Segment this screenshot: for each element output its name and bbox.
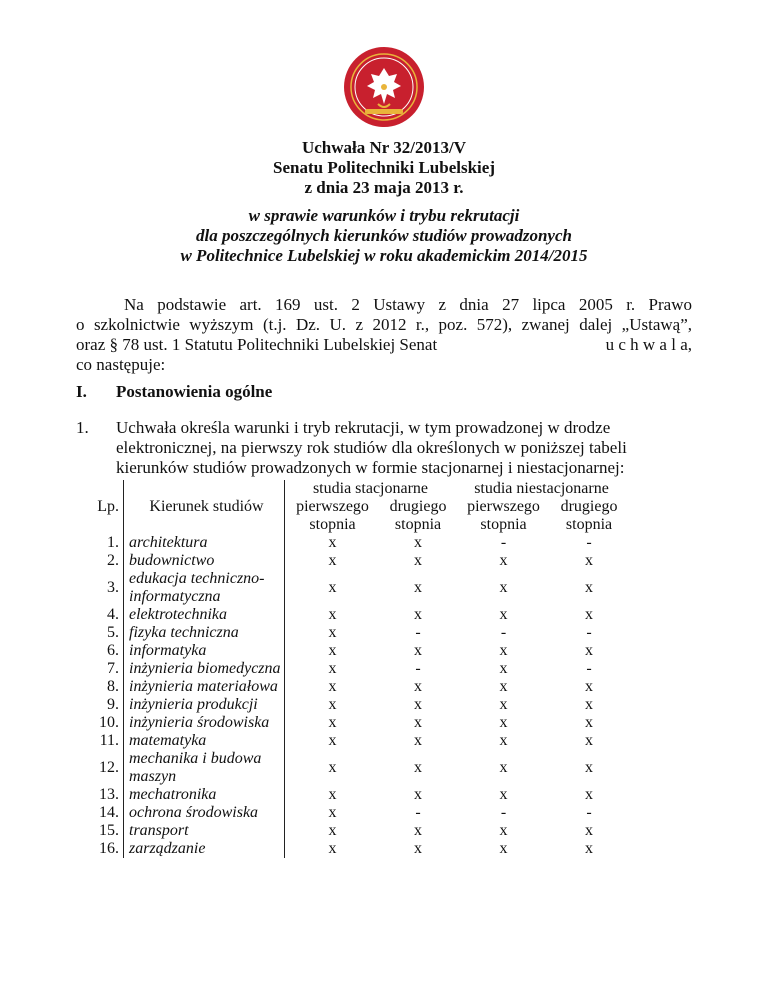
cell-value: x bbox=[414, 786, 422, 803]
row-number: 6. bbox=[84, 642, 124, 660]
major-name: informatyka bbox=[124, 642, 285, 660]
resolution-date: z dnia 23 maja 2013 r. bbox=[304, 178, 464, 197]
cell-value: x bbox=[499, 660, 508, 677]
row-number: 8. bbox=[84, 678, 124, 696]
major-name: transport bbox=[124, 822, 285, 840]
table-row bbox=[84, 750, 627, 786]
level-label: stopnia bbox=[565, 516, 613, 533]
table-row bbox=[84, 570, 627, 606]
subject-line-1: w sprawie warunków i trybu rekrutacji bbox=[248, 206, 520, 225]
cell-value: x bbox=[328, 534, 337, 551]
stationary-second-header: drugiego bbox=[389, 498, 447, 515]
cell-value: x bbox=[585, 786, 593, 803]
cell-value: x bbox=[499, 786, 508, 803]
table-row bbox=[84, 804, 627, 822]
intro-line-2: o szkolnictwie wyższym (t.j. Dz. U. z 2012 r., poz. 572), zwanej dalej „Ustawą”, bbox=[76, 315, 692, 334]
majors-table bbox=[84, 480, 627, 858]
cell-value: x bbox=[499, 642, 508, 659]
cell-value: x bbox=[585, 840, 593, 857]
level-label: stopnia bbox=[480, 516, 527, 533]
major-name-line-1: mechanika i budowa bbox=[129, 750, 262, 767]
university-emblem-icon bbox=[343, 46, 425, 128]
cell-value: x bbox=[585, 822, 593, 839]
cell-value: x bbox=[499, 714, 508, 731]
cell-value: x bbox=[328, 714, 337, 731]
cell-value: x bbox=[328, 660, 337, 677]
section-heading bbox=[76, 382, 272, 402]
level-label: stopnia bbox=[394, 516, 442, 533]
lp-header: Lp. bbox=[84, 480, 124, 534]
cell-value: x bbox=[328, 552, 337, 569]
cell-value: - bbox=[500, 804, 507, 821]
cell-value: x bbox=[328, 606, 337, 623]
cell-value: x bbox=[499, 840, 508, 857]
row-number: 7. bbox=[84, 660, 124, 678]
cell-value: x bbox=[328, 732, 337, 749]
major-name: elektrotechnika bbox=[124, 606, 285, 624]
table-row bbox=[84, 840, 627, 858]
cell-value: - bbox=[586, 624, 592, 641]
section-title: Postanowienia ogólne bbox=[116, 382, 273, 401]
stationary-first-header: pierwszego bbox=[296, 498, 369, 515]
cell-value: x bbox=[414, 714, 422, 731]
cell-value: x bbox=[414, 696, 422, 713]
section-number: I. bbox=[76, 382, 87, 401]
intro-line-1: Na podstawie art. 169 ust. 2 Ustawy z dnia 27 lipca 2005 r. Prawo bbox=[124, 295, 692, 314]
major-header: Kierunek studiów bbox=[124, 480, 285, 534]
cell-value: x bbox=[328, 840, 337, 857]
table-row bbox=[84, 822, 627, 840]
cell-value: x bbox=[328, 786, 337, 803]
cell-value: x bbox=[414, 759, 422, 776]
row-number: 11. bbox=[84, 732, 124, 750]
row-number: 3. bbox=[84, 570, 124, 606]
cell-value: - bbox=[586, 804, 592, 821]
major-name: budownictwo bbox=[124, 552, 285, 570]
table-row bbox=[84, 714, 627, 732]
point-number: 1. bbox=[76, 418, 89, 437]
nonstationary-first-header: pierwszego bbox=[467, 498, 540, 515]
row-number: 2. bbox=[84, 552, 124, 570]
row-number: 14. bbox=[84, 804, 124, 822]
cell-value: x bbox=[499, 822, 508, 839]
legal-basis-paragraph bbox=[76, 295, 692, 375]
row-number: 9. bbox=[84, 696, 124, 714]
intro-resolves-word: u c h w a l a, bbox=[605, 335, 692, 354]
cell-value: x bbox=[414, 822, 422, 839]
major-name: architektura bbox=[124, 534, 285, 552]
cell-value: x bbox=[585, 714, 593, 731]
cell-value: x bbox=[414, 840, 422, 857]
cell-value: x bbox=[328, 678, 337, 695]
row-number: 10. bbox=[84, 714, 124, 732]
cell-value: x bbox=[414, 732, 422, 749]
stationary-header: studia stacjonarne bbox=[312, 480, 429, 497]
cell-value: x bbox=[414, 579, 422, 596]
cell-value: - bbox=[586, 534, 592, 551]
nonstationary-header: studia niestacjonarne bbox=[474, 480, 609, 497]
table-row bbox=[84, 732, 627, 750]
cell-value: x bbox=[414, 552, 422, 569]
major-name: inżynieria środowiska bbox=[124, 714, 285, 732]
cell-value: x bbox=[499, 579, 508, 596]
row-number: 16. bbox=[84, 840, 124, 858]
cell-value: x bbox=[414, 534, 422, 551]
cell-value: x bbox=[585, 732, 593, 749]
cell-value: - bbox=[500, 624, 507, 641]
row-number: 1. bbox=[84, 534, 124, 552]
table-row bbox=[84, 534, 627, 552]
point-line-2: elektronicznej, na pierwszy rok studiów dla określonych w poniższej tabeli bbox=[116, 438, 627, 457]
cell-value: x bbox=[499, 678, 508, 695]
cell-value: x bbox=[585, 552, 593, 569]
intro-line-3-text: oraz § 78 ust. 1 Statutu Politechniki Lubelskiej Senat bbox=[76, 335, 438, 354]
cell-value: x bbox=[585, 579, 593, 596]
major-name: fizyka techniczna bbox=[124, 624, 285, 642]
cell-value: - bbox=[586, 660, 592, 677]
major-name-line-2: maszyn bbox=[129, 768, 177, 785]
subject-line-3: w Politechnice Lubelskiej w roku akademickim 2014/2015 bbox=[180, 246, 588, 265]
table-row bbox=[84, 660, 627, 678]
cell-value: x bbox=[499, 606, 508, 623]
intro-line-3 bbox=[76, 335, 692, 355]
level-label: stopnia bbox=[309, 516, 356, 533]
point-text bbox=[116, 418, 692, 478]
table-row bbox=[84, 678, 627, 696]
cell-value: - bbox=[415, 624, 421, 641]
cell-value: x bbox=[328, 804, 337, 821]
table-row bbox=[84, 624, 627, 642]
cell-value: x bbox=[328, 579, 337, 596]
table-row bbox=[84, 552, 627, 570]
subject-line-2: dla poszczególnych kierunków studiów prowadzonych bbox=[196, 226, 572, 245]
point-line-1: Uchwała określa warunki i tryb rekrutacji, w tym prowadzonej w drodze bbox=[116, 418, 611, 437]
cell-value: x bbox=[328, 696, 337, 713]
major-name: matematyka bbox=[124, 732, 285, 750]
cell-value: x bbox=[414, 642, 422, 659]
table-row bbox=[84, 786, 627, 804]
point-line-3: kierunków studiów prowadzonych w formie stacjonarnej i niestacjonarnej: bbox=[116, 458, 625, 477]
major-name: inżynieria produkcji bbox=[124, 696, 285, 714]
cell-value: x bbox=[585, 642, 593, 659]
intro-line-4: co następuje: bbox=[76, 355, 166, 374]
row-number: 13. bbox=[84, 786, 124, 804]
resolution-header bbox=[0, 138, 768, 198]
cell-value: x bbox=[499, 732, 508, 749]
cell-value: - bbox=[415, 804, 421, 821]
cell-value: x bbox=[585, 696, 593, 713]
cell-value: - bbox=[500, 534, 507, 551]
cell-value: x bbox=[328, 642, 337, 659]
major-name: inżynieria biomedyczna bbox=[124, 660, 285, 678]
major-name-line-2: informatyczna bbox=[129, 588, 221, 605]
resolution-subject bbox=[0, 206, 768, 266]
major-name: inżynieria materiałowa bbox=[124, 678, 285, 696]
major-name-line-1: edukacja techniczno- bbox=[129, 570, 265, 587]
cell-value: x bbox=[585, 759, 593, 776]
table-row bbox=[84, 606, 627, 624]
row-number: 12. bbox=[84, 750, 124, 786]
cell-value: x bbox=[499, 696, 508, 713]
major-name: mechatronika bbox=[124, 786, 285, 804]
major-name bbox=[124, 570, 285, 606]
major-name: zarządzanie bbox=[124, 840, 285, 858]
cell-value: x bbox=[414, 606, 422, 623]
cell-value: x bbox=[328, 759, 337, 776]
cell-value: x bbox=[499, 552, 508, 569]
row-number: 15. bbox=[84, 822, 124, 840]
resolution-number: Uchwała Nr 32/2013/V bbox=[301, 138, 466, 157]
cell-value: x bbox=[328, 822, 337, 839]
cell-value: x bbox=[499, 759, 508, 776]
table-row bbox=[84, 696, 627, 714]
nonstationary-second-header: drugiego bbox=[560, 498, 618, 515]
cell-value: x bbox=[585, 606, 593, 623]
table-row bbox=[84, 642, 627, 660]
major-name bbox=[124, 750, 285, 786]
major-name: ochrona środowiska bbox=[124, 804, 285, 822]
resolution-issuer: Senatu Politechniki Lubelskiej bbox=[273, 158, 495, 177]
cell-value: - bbox=[415, 660, 421, 677]
row-number: 5. bbox=[84, 624, 124, 642]
point-1 bbox=[76, 418, 692, 478]
cell-value: x bbox=[585, 678, 593, 695]
cell-value: x bbox=[328, 624, 337, 641]
cell-value: x bbox=[414, 678, 422, 695]
row-number: 4. bbox=[84, 606, 124, 624]
